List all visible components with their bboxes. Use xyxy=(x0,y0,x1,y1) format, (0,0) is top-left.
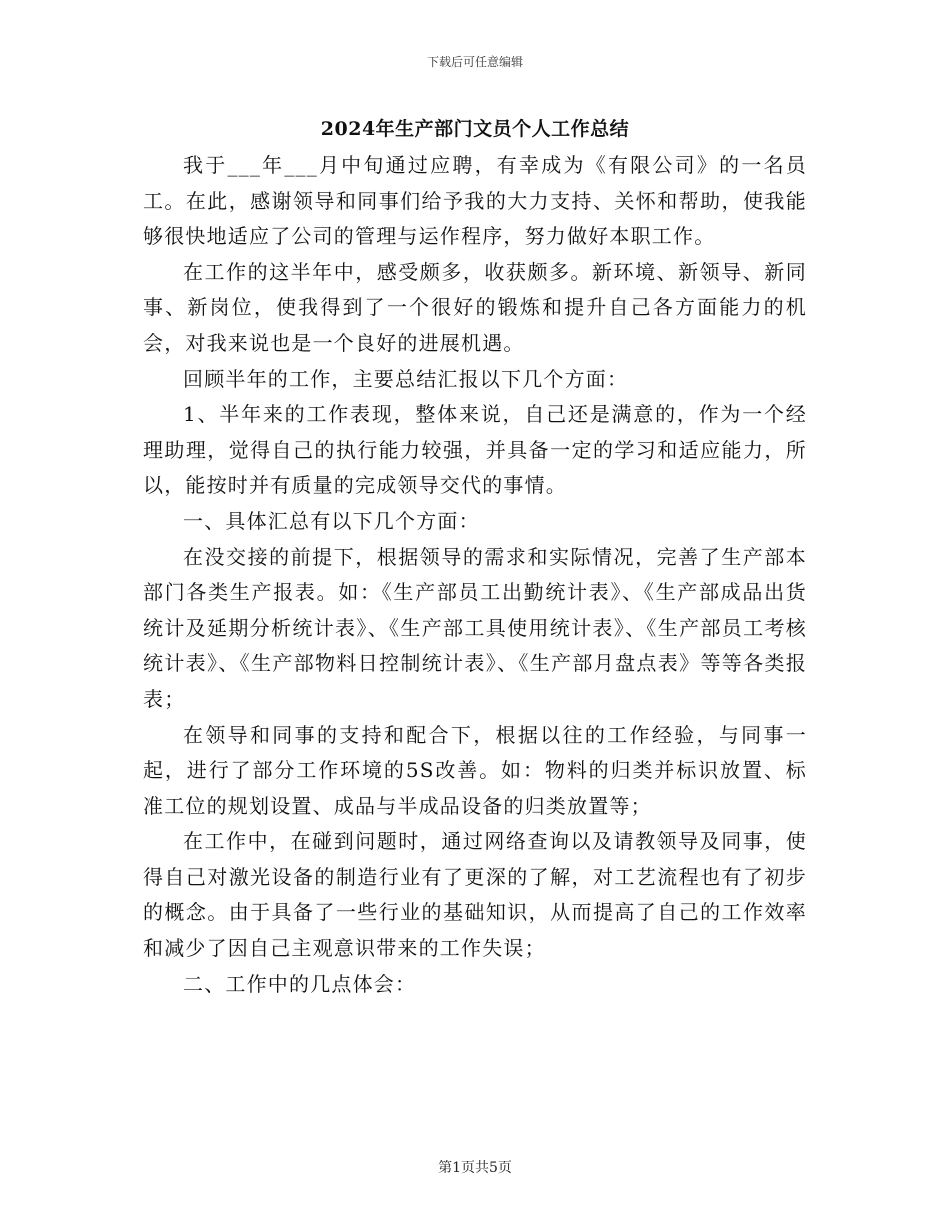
header-note: 下载后可任意编辑 xyxy=(426,55,523,69)
paragraph-experience: 在工作的这半年中，感受颇多，收获颇多。新环境、新领导、新同事、新岗位，使我得到了一个很好的锻炼和提升自己各方面能力的机会，对我来说也是一个良好的进展机遇。 xyxy=(143,259,807,355)
paragraph-reports: 在没交接的前提下，根据领导的需求和实际情况，完善了生产部本部门各类生产报表。如：《生产部员工出勤统计表》、《生产部成品出货统计及延期分析统计表》、《生产部工具使用统计表》、《生产部员工考核统计表》、《生产部物料日控制统计表》、《生产部月盘点表》等等各类报表； xyxy=(143,544,807,711)
paragraph-review: 回顾半年的工作，主要总结汇报以下几个方面： xyxy=(183,366,629,391)
paragraph-5s: 在领导和同事的支持和配合下，根据以往的工作经验，与同事一起，进行了部分工作环境的5S改善。如：物料的归类并标识放置、标准工位的规划设置、成品与半成品设备的归类放置等； xyxy=(143,722,807,818)
paragraph-learning: 在工作中，在碰到问题时，通过网络查询以及请教领导及同事，使得自己对激光设备的制造行业有了更深的了解，对工艺流程也有了初步的概念。由于具备了一些行业的基础知识，从而提高了自己的工作效率和减少了因自己主观意识带来的工作失误； xyxy=(143,829,807,961)
section-heading-experience: 二、工作中的几点体会： xyxy=(183,971,417,996)
document-title: 2024年生产部门文员个人工作总结 xyxy=(320,118,630,140)
section-heading-summary: 一、具体汇总有以下几个方面： xyxy=(183,508,480,533)
document-body xyxy=(143,148,807,1002)
paragraph-performance: 1、半年来的工作表现，整体来说，自己还是满意的，作为一个经理助理，觉得自己的执行能力较强，并具备一定的学习和适应能力，所以，能按时并有质量的完成领导交代的事情。 xyxy=(143,402,807,498)
paragraph-intro: 我于___年___月中旬通过应聘，有幸成为《有限公司》的一名员工。在此，感谢领导和同事们给予我的大力支持、关怀和帮助，使我能够很快地适应了公司的管理与运作程序，努力做好本职工作。 xyxy=(143,153,807,249)
page-footer: 第1页共5页 xyxy=(438,1160,512,1176)
